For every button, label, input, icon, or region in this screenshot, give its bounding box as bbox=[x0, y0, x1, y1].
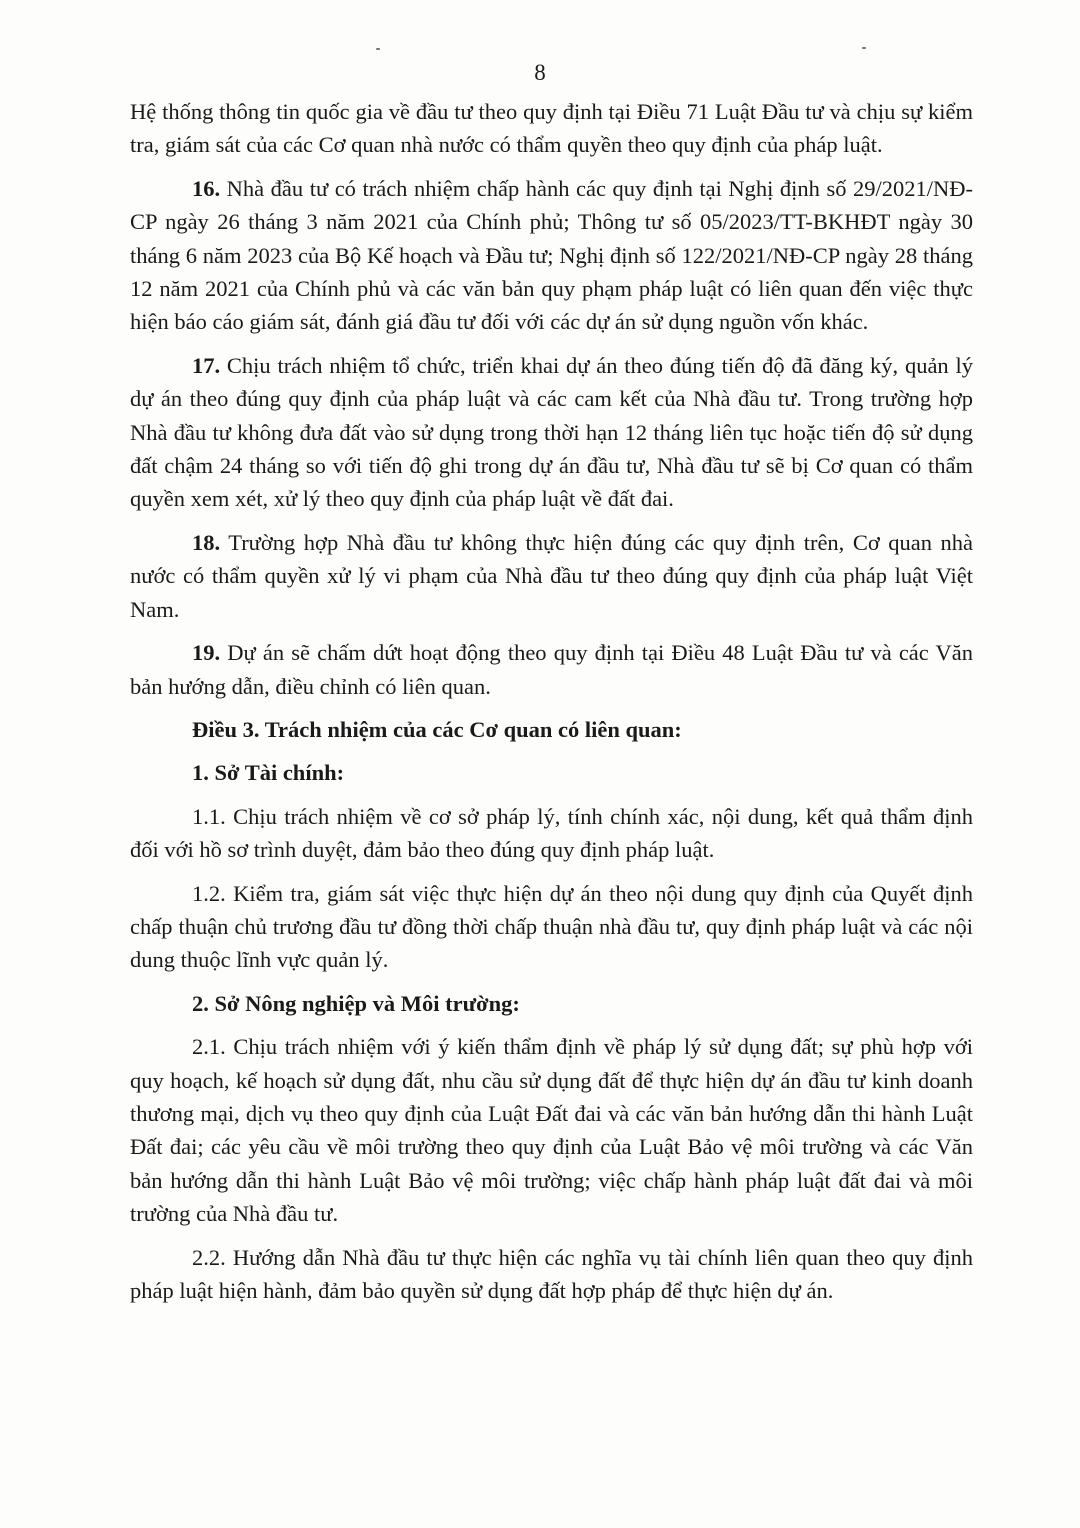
clause-number: 18. bbox=[192, 529, 221, 555]
scan-speck bbox=[862, 47, 866, 49]
paragraph-continued bbox=[130, 95, 973, 162]
subclause-2-1: 2.1. Chịu trách nhiệm với ý kiến thẩm định về pháp lý sử dụng đất; sự phù hợp với quy hoạch, kế hoạch sử dụng đất, nhu cầu sử dụng đất để thực hiện dự án đầu tư kinh doanh thương mại, dịch vụ theo quy định của Luật Đất đai và các văn bản hướng dẫn thi hành Luật Đất đai; các yêu cầu về môi trường theo quy định của Luật Bảo vệ môi trường và các Văn bản hướng dẫn thi hành Luật Bảo vệ môi trường; việc chấp hành pháp luật đất đai và môi trường của Nhà đầu tư. bbox=[130, 1034, 973, 1227]
clause-number: 17. bbox=[192, 352, 221, 378]
subclause-1-1: 1.1. Chịu trách nhiệm về cơ sở pháp lý, tính chính xác, nội dung, kết quả thẩm định đối với hồ sơ trình duyệt, đảm bảo theo đúng quy định pháp luật. bbox=[130, 803, 973, 863]
clause-text: Nhà đầu tư có trách nhiệm chấp hành các quy định tại Nghị định số 29/2021/NĐ-CP ngày 26 tháng 3 năm 2021 của Chính phủ; Thông tư số 05/2023/TT-BKHĐT ngày 30 tháng 6 năm 2023 của Bộ Kế hoạch và Đầu tư; Nghị định số 122/2021/NĐ-CP ngày 28 tháng 12 năm 2021 của Chính phủ và các văn bản quy phạm pháp luật có liên quan đến việc thực hiện báo cáo giám sát, đánh giá đầu tư đối với các dự án sử dụng nguồn vốn khác. bbox=[130, 175, 973, 335]
clause-number: 16. bbox=[192, 175, 221, 201]
subclause-1-2: 1.2. Kiểm tra, giám sát việc thực hiện dự án theo nội dung quy định của Quyết định chấp thuận chủ trương đầu tư đồng thời chấp thuận nhà đầu tư, quy định pháp luật và các nội dung thuộc lĩnh vực quản lý. bbox=[130, 880, 973, 973]
clause-text: Trường hợp Nhà đầu tư không thực hiện đúng các quy định trên, Cơ quan nhà nước có thẩm quyền xử lý vi phạm của Nhà đầu tư theo đúng quy định của pháp luật Việt Nam. bbox=[130, 529, 973, 622]
clause-text: Chịu trách nhiệm tổ chức, triển khai dự án theo đúng tiến độ đã đăng ký, quản lý dự án theo đúng quy định của pháp luật và các cam kết của Nhà đầu tư. Trong trường hợp Nhà đầu tư không đưa đất vào sử dụng trong thời hạn 12 tháng liên tục hoặc tiến độ sử dụng đất chậm 24 tháng so với tiến độ ghi trong dự án đầu tư, Nhà đầu tư sẽ bị Cơ quan có thẩm quyền xem xét, xử lý theo quy định của pháp luật về đất đai. bbox=[130, 352, 973, 512]
scan-speck bbox=[376, 48, 380, 50]
clause-16 bbox=[130, 172, 973, 339]
clause-19 bbox=[130, 636, 973, 703]
paragraph-text: Hệ thống thông tin quốc gia về đầu tư theo quy định tại Điều 71 Luật Đầu tư và chịu sự kiểm tra, giám sát của các Cơ quan nhà nước có thẩm quyền theo quy định của pháp luật. bbox=[130, 99, 973, 158]
document-body bbox=[130, 95, 973, 1317]
clause-17 bbox=[130, 349, 973, 516]
section-1-heading: 1. Sở Tài chính: bbox=[192, 760, 345, 786]
clause-text: Dự án sẽ chấm dứt hoạt động theo quy định tại Điều 48 Luật Đầu tư và các Văn bản hướng dẫn, điều chỉnh có liên quan. bbox=[130, 640, 973, 699]
clause-18 bbox=[130, 526, 973, 626]
subclause-2-2: 2.2. Hướng dẫn Nhà đầu tư thực hiện các nghĩa vụ tài chính liên quan theo quy định pháp luật hiện hành, đảm bảo quyền sử dụng đất hợp pháp để thực hiện dự án. bbox=[130, 1244, 973, 1303]
page-number: 8 bbox=[534, 60, 546, 85]
clause-number: 19. bbox=[192, 640, 221, 666]
section-2-heading: 2. Sở Nông nghiệp và Môi trường: bbox=[192, 990, 520, 1016]
article-3-heading: Điều 3. Trách nhiệm của các Cơ quan có liên quan: bbox=[192, 716, 682, 742]
